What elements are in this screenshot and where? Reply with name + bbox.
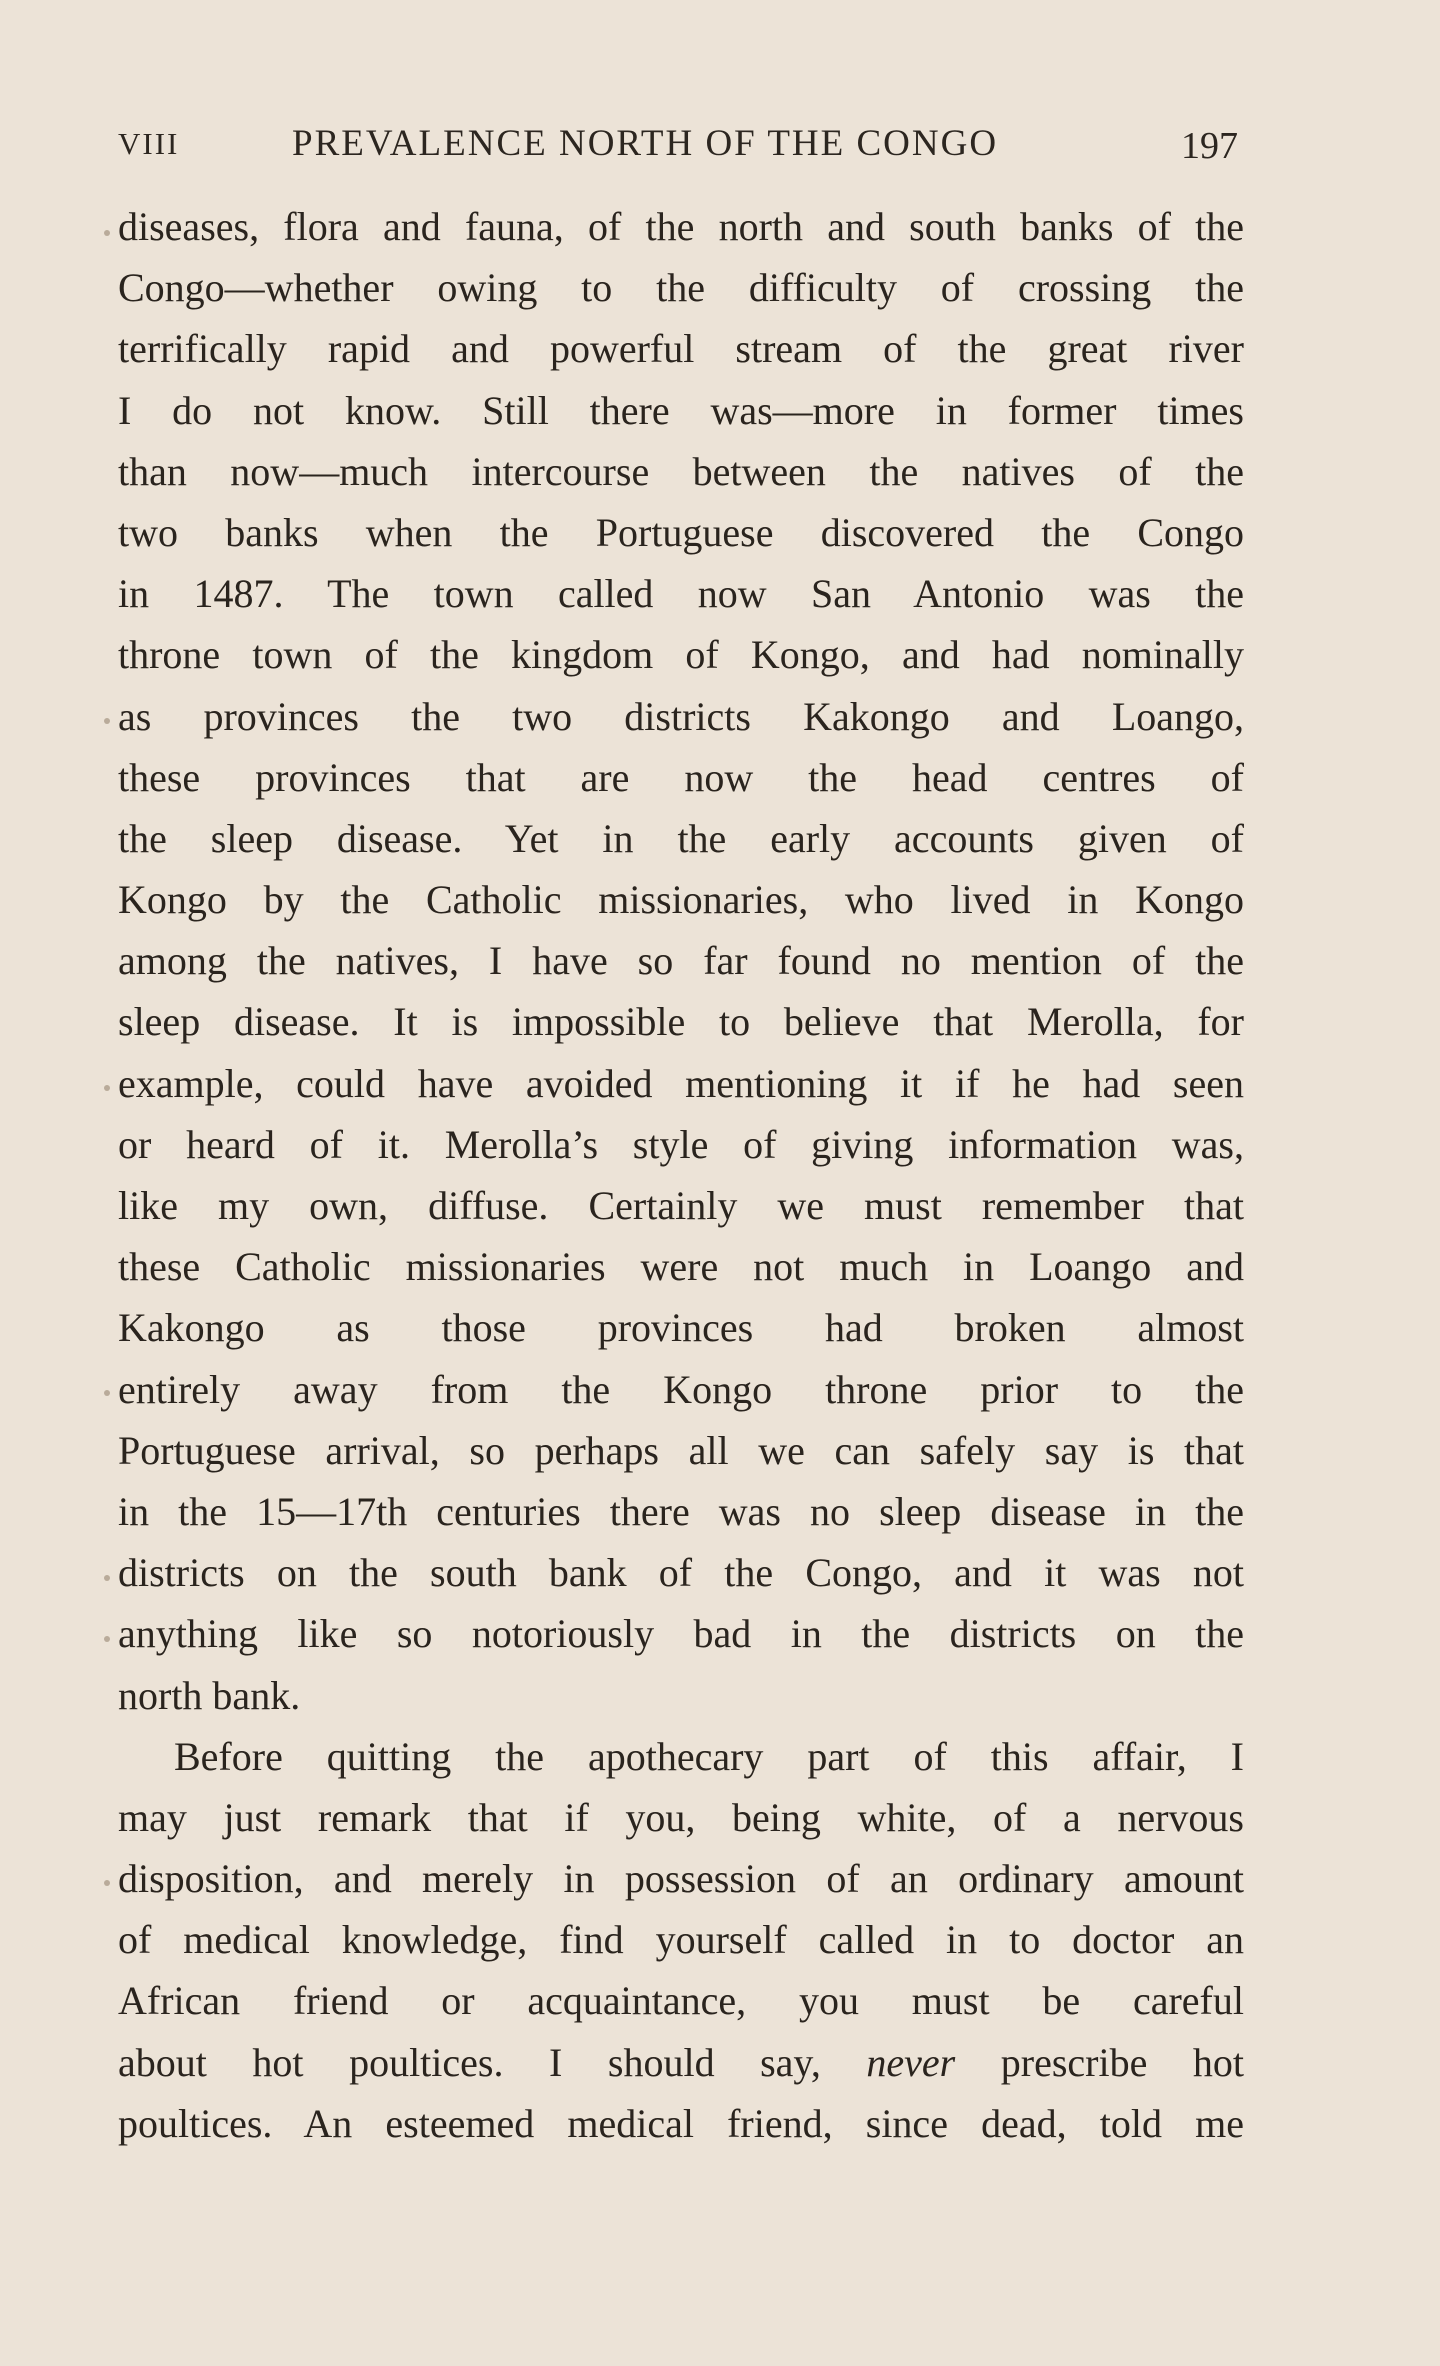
margin-speck [104,1880,110,1886]
text-line: throne town of the kingdom of Kongo, and had nominally [118,632,1244,678]
text-line: I do not know. Still there was—more in former times [118,387,1244,433]
text-line: diseases, flora and fauna, of the north and south banks of the [118,204,1244,249]
text-line: or heard of it. Merolla’s style of giving information was, [118,1121,1244,1167]
text-line: like my own, diffuse. Certainly we must remember that [118,1183,1244,1228]
text-line: Kakongo as those provinces had broken almost [118,1305,1244,1351]
text-line: two banks when the Portuguese discovered the Congo [118,509,1244,555]
margin-speck [104,1636,110,1642]
text-line: the sleep disease. Yet in the early accounts given of [118,815,1244,861]
text-line: Portuguese arrival, so perhaps all we can safely say is that [118,1427,1244,1473]
text-line: Before quitting the apothecary part of this affair, I [174,1733,1244,1779]
margin-speck [104,1085,110,1091]
text-line: entirely away from the Kongo throne prior to the [118,1366,1244,1412]
text-line: anything like so notoriously bad in the districts on the [118,1611,1244,1657]
text-line: Kongo by the Catholic missionaries, who lived in Kongo [118,877,1244,923]
text-line: example, could have avoided mentioning it if he had seen [118,1060,1244,1106]
page-number: 197 [1181,125,1238,167]
text-line: these provinces that are now the head centres of [118,754,1244,800]
text-line: in 1487. The town called now San Antonio was the [118,571,1244,617]
paragraph-2 [118,1726,1244,2154]
margin-speck [104,1390,110,1396]
text-line: north bank. [118,1672,301,1718]
margin-speck [104,718,110,724]
text-segment: prescribe hot [1000,2039,1245,2085]
body-text [118,196,1244,2154]
text-line: disposition, and merely in possession of an ordinary amount [118,1856,1244,1902]
text-segment: about hot poultices. I should say, [118,2039,821,2085]
text-line: districts on the south bank of the Congo, and it was not [118,1550,1244,1596]
paragraph-1 [118,196,1244,1726]
emphasis-word: never [866,2039,956,2085]
text-line: terrifically rapid and powerful stream of the great river [118,326,1244,372]
text-line: may just remark that if you, being white, of a nervous [118,1794,1244,1840]
text-line: of medical knowledge, find yourself called in to doctor an [118,1917,1244,1963]
text-line: than now—much intercourse between the natives of the [118,448,1244,494]
text-line: Congo—whether owing to the difficulty of crossing the [118,265,1244,311]
text-line: poultices. An esteemed medical friend, since dead, told me [118,2100,1244,2146]
margin-speck [104,230,110,236]
page-header [118,118,1244,174]
text-line: as provinces the two districts Kakongo and Loango, [118,693,1244,739]
text-line: in the 15—17th centuries there was no sleep disease in the [118,1488,1244,1534]
text-line: these Catholic missionaries were not much in Loango and [118,1244,1244,1290]
text-line-emphasis [118,2032,1244,2093]
margin-speck [104,1575,110,1581]
running-title: PREVALENCE NORTH OF THE CONGO [292,123,999,164]
text-line: African friend or acquaintance, you must be careful [118,1978,1244,2024]
text-line: sleep disease. It is impossible to believe that Merolla, for [118,999,1244,1045]
chapter-number: VIII [118,126,180,161]
text-line: among the natives, I have so far found no mention of the [118,938,1244,984]
